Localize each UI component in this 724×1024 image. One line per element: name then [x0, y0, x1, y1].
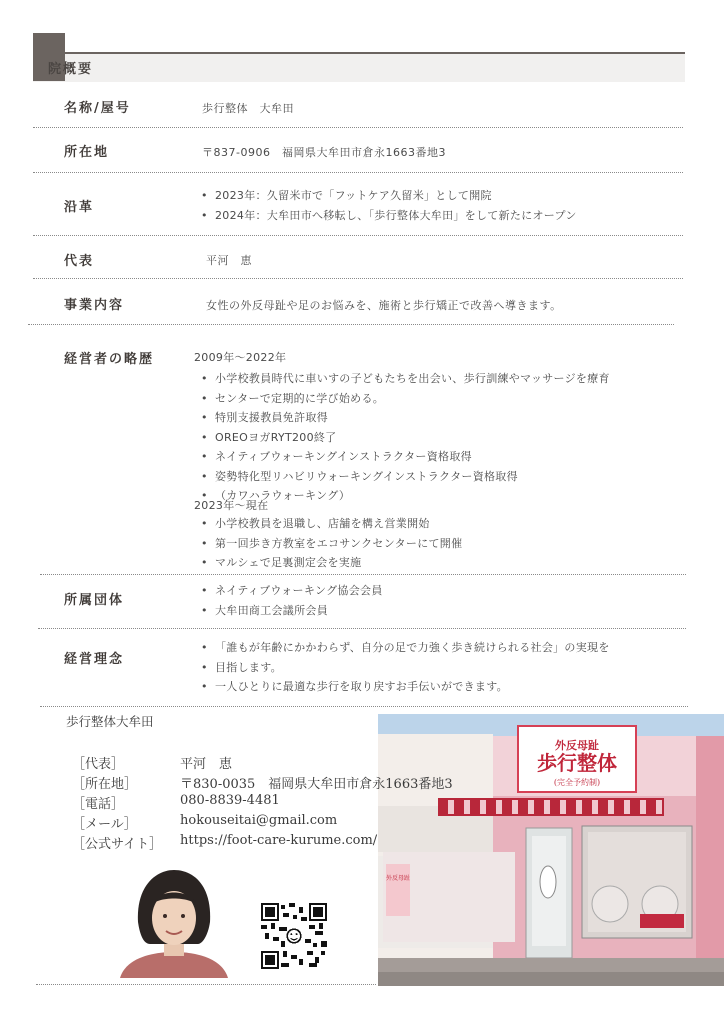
qr-code[interactable]: [261, 903, 327, 969]
sign-sub-text: (完全予約制): [553, 778, 601, 787]
row-value-name: 歩行整体 大牟田: [202, 102, 294, 115]
list-item-continuation: • センターで定期的に学び始める。: [201, 389, 610, 409]
list-item: • OREOヨガRYT200終了: [201, 428, 610, 448]
divider: [40, 574, 686, 575]
list-item: • 特別支援教員免許取得: [201, 408, 610, 428]
list-item: • 姿勢特化型リハビリウォーキングインストラクター資格取得: [201, 467, 610, 487]
list-item: • 「誰もが年齢にかかわらず、自分の足で力強く歩き続けられる社会」の実現を: [201, 638, 610, 658]
info-value-phone: 080-8839-4481: [180, 793, 280, 808]
career-list-2: [201, 514, 462, 573]
divider: [33, 127, 683, 128]
history-list: [201, 186, 577, 225]
info-label-website: ［公式サイト］: [72, 837, 163, 852]
row-label-representative: 代表: [64, 254, 95, 269]
section-header-bar: [33, 52, 685, 82]
divider: [33, 172, 683, 173]
window-sign-text: 外反母趾: [385, 875, 411, 882]
row-label-history: 沿革: [64, 200, 95, 215]
career-period-2: 2023年～現在: [194, 499, 269, 512]
divider: [36, 984, 376, 985]
list-item: • ネイティブウォーキングインストラクター資格取得: [201, 447, 610, 467]
career-list-1: [201, 369, 610, 506]
row-value-representative: 平河 恵: [206, 254, 252, 267]
avatar: [112, 866, 236, 978]
row-label-career: 経営者の略歴: [64, 352, 155, 367]
row-value-address: 〒837-0906 福岡県大牟田市倉永1663番地3: [202, 146, 446, 159]
shop-name: 歩行整体大牟田: [66, 714, 154, 729]
store-photo: [378, 714, 724, 986]
list-item: • ネイティブウォーキング協会会員: [201, 581, 383, 601]
row-label-address: 所在地: [64, 145, 110, 160]
divider: [33, 278, 683, 279]
info-value-website[interactable]: https://foot-care-kurume.com/: [180, 833, 378, 848]
row-label-philosophy: 経営理念: [64, 652, 125, 667]
list-item: • マルシェで足裏測定会を実施: [201, 553, 462, 573]
info-value-address: 〒830-0035 福岡県大牟田市倉永1663番地3: [180, 777, 453, 792]
list-item-continuation: • （カワハラウォーキング）: [201, 486, 610, 506]
info-value-email[interactable]: hokouseitai@gmail.com: [180, 813, 338, 828]
info-label-representative: ［代表］: [72, 757, 125, 772]
row-label-business: 事業内容: [64, 298, 125, 313]
row-label-affiliation: 所属団体: [64, 593, 125, 608]
list-item: • 2023年：久留米市で「フットケア久留米」として開院: [201, 186, 577, 206]
store-illustration: [378, 714, 724, 986]
list-item: • 第一回歩き方教室をエコサンクセンターにて開催: [201, 534, 462, 554]
row-value-business: 女性の外反母趾や足のお悩みを、施術と歩行矯正で改善へ導きます。: [206, 299, 562, 312]
list-item: • 一人ひとりに最適な歩行を取り戻すお手伝いができます。: [201, 677, 610, 697]
list-item: • 大牟田商工会議所会員: [201, 601, 383, 621]
divider: [38, 628, 686, 629]
row-label-name: 名称/屋号: [64, 101, 131, 116]
info-label-email: ［メール］: [72, 817, 137, 832]
philosophy-list: [201, 638, 610, 697]
info-value-representative: 平河 恵: [180, 757, 233, 772]
list-item-continuation: • 目指します。: [201, 658, 610, 678]
list-item: • 小学校教員時代に車いすの子どもたちを出会い、歩行訓練やマッサージを療育: [201, 369, 610, 389]
divider: [28, 324, 674, 325]
divider: [33, 235, 683, 236]
list-item: • 2024年：大牟田市へ移転し、「歩行整体大牟田」をして新たにオープン: [201, 206, 577, 226]
sign-top-text: 外反母趾: [555, 739, 599, 752]
sign-main-text: 歩行整体: [537, 751, 617, 775]
section-title: 院概要: [48, 62, 94, 77]
divider: [40, 706, 688, 707]
career-period-1: 2009年～2022年: [194, 351, 287, 364]
list-item: • 小学校教員を退職し、店舗を構え営業開始: [201, 514, 462, 534]
affiliation-list: [201, 581, 383, 620]
info-label-phone: ［電話］: [72, 797, 125, 812]
info-label-address: ［所在地］: [72, 777, 138, 792]
